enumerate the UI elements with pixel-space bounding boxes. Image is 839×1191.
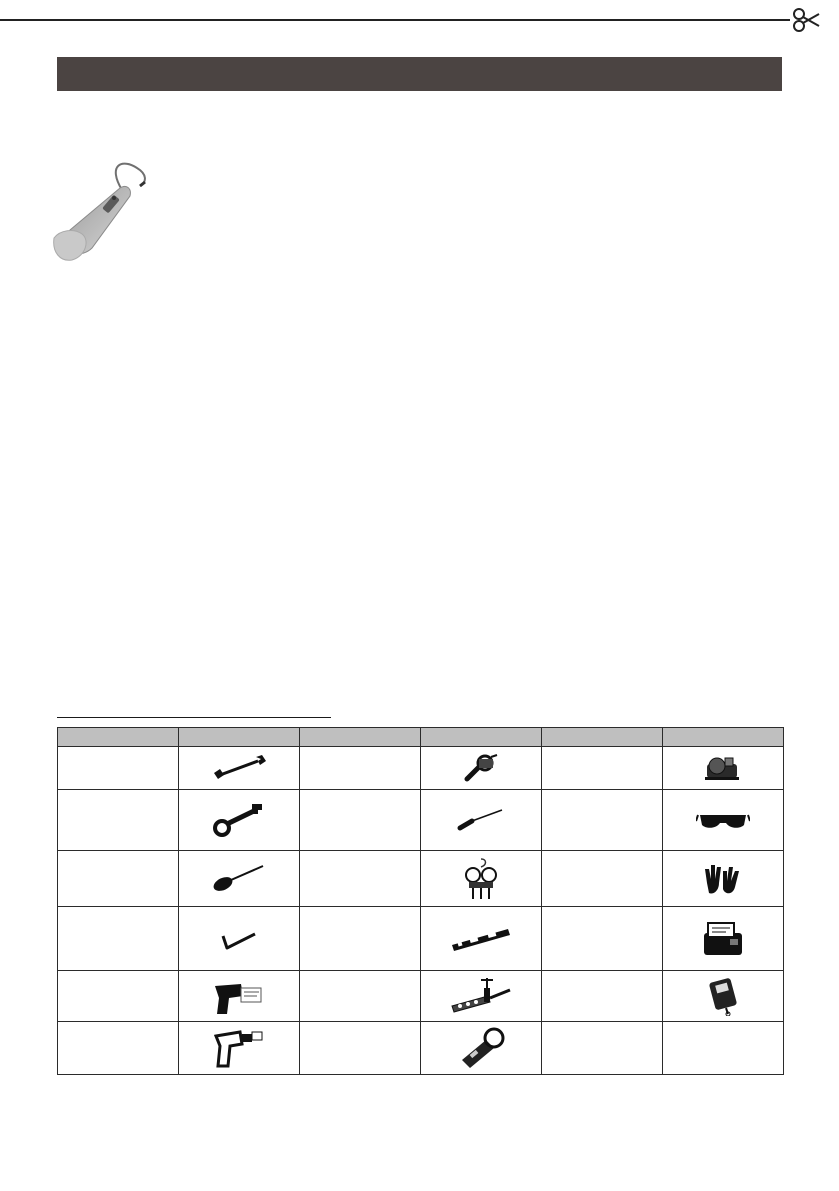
header-cell xyxy=(421,728,542,747)
tool-name-cell xyxy=(300,851,421,907)
tool-image-cell xyxy=(179,907,300,971)
tool-name-cell xyxy=(542,790,663,851)
tool-image-cell xyxy=(421,971,542,1022)
clamp-meter-icon xyxy=(456,1026,506,1070)
manifold-gauge-set-icon xyxy=(461,857,501,901)
large-screwdriver-icon xyxy=(211,864,267,894)
header-cell xyxy=(58,728,179,747)
tool-image-cell xyxy=(421,907,542,971)
table-row xyxy=(58,851,784,907)
tool-image-cell xyxy=(663,907,784,971)
hammer-drill-icon xyxy=(211,976,267,1016)
tool-image-cell xyxy=(421,790,542,851)
section-title-bar xyxy=(57,57,782,91)
header-cell xyxy=(179,728,300,747)
tool-name-cell xyxy=(58,1022,179,1075)
cut-line xyxy=(0,0,839,40)
tool-name-cell xyxy=(300,1022,421,1075)
tool-name-cell xyxy=(300,790,421,851)
tool-name-cell xyxy=(58,907,179,971)
tool-image-cell xyxy=(179,971,300,1022)
tool-image-cell xyxy=(421,1022,542,1075)
tool-name-cell xyxy=(58,790,179,851)
header-cell xyxy=(542,728,663,747)
tool-name-cell xyxy=(58,747,179,790)
vacuum-pump-icon xyxy=(703,754,743,782)
tool-image-cell xyxy=(179,1022,300,1075)
tool-name-cell xyxy=(542,851,663,907)
table-row xyxy=(58,1022,784,1075)
safety-glasses-icon xyxy=(696,807,750,833)
gloves-icon xyxy=(701,859,745,899)
tool-image-cell xyxy=(421,747,542,790)
table-row xyxy=(58,907,784,971)
scissors-icon xyxy=(794,9,819,31)
tool-image-cell xyxy=(663,851,784,907)
tool-name-cell xyxy=(300,971,421,1022)
spirit-level-icon xyxy=(450,927,512,951)
leak-detector-image xyxy=(52,160,157,262)
tool-image-cell xyxy=(179,851,300,907)
tool-name-cell xyxy=(542,747,663,790)
tool-name-cell xyxy=(58,851,179,907)
table-header-row xyxy=(58,728,784,747)
table-row xyxy=(58,971,784,1022)
tool-name-cell xyxy=(300,907,421,971)
adjustable-wrench-icon xyxy=(212,802,266,838)
hex-key-icon xyxy=(219,926,259,952)
tool-image-cell xyxy=(663,1022,784,1075)
screwdriver-icon xyxy=(456,808,506,832)
refrigerant-scale-icon xyxy=(706,976,740,1016)
core-drill-icon xyxy=(212,1026,266,1070)
tools-section-heading xyxy=(57,700,331,718)
flaring-tool-kit-icon xyxy=(700,919,746,959)
table-row xyxy=(58,747,784,790)
header-cell xyxy=(663,728,784,747)
header-cell xyxy=(300,728,421,747)
open-end-wrench-icon xyxy=(212,755,266,781)
tools-table xyxy=(57,727,784,1075)
tool-image-cell xyxy=(421,851,542,907)
tool-name-cell xyxy=(300,747,421,790)
tool-image-cell xyxy=(179,747,300,790)
tool-name-cell xyxy=(542,971,663,1022)
flaring-tool-icon xyxy=(448,976,514,1016)
tool-image-cell xyxy=(663,971,784,1022)
tool-image-cell xyxy=(663,790,784,851)
table-row xyxy=(58,790,784,851)
tool-image-cell xyxy=(179,790,300,851)
tool-name-cell xyxy=(58,971,179,1022)
tube-cutter-icon xyxy=(461,753,501,783)
tool-image-cell xyxy=(663,747,784,790)
tool-name-cell xyxy=(542,907,663,971)
tool-name-cell xyxy=(542,1022,663,1075)
